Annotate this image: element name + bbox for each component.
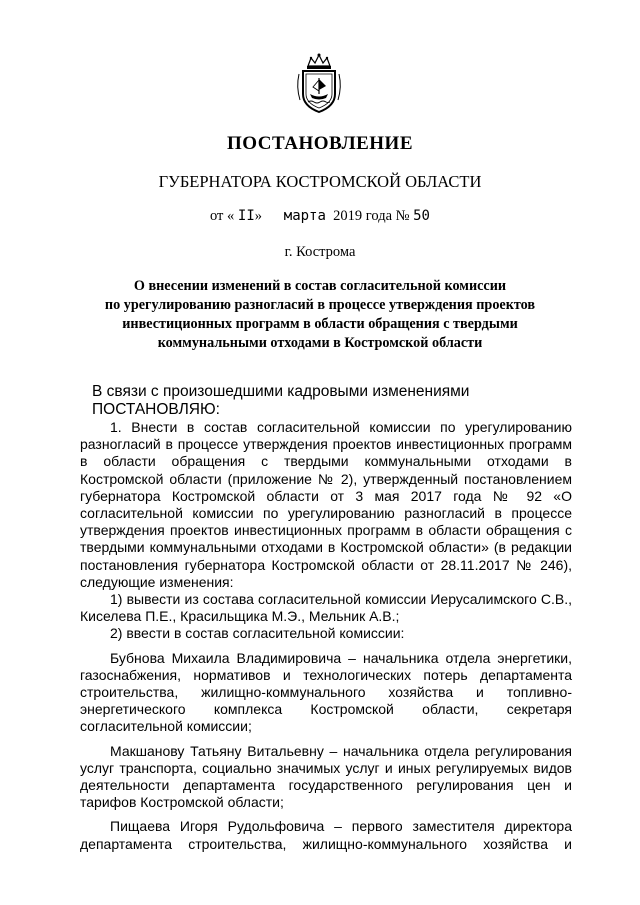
number-label: № [395, 208, 410, 224]
document-title: ПОСТАНОВЛЕНИЕ [226, 133, 414, 154]
person-paragraph: Макшанову Татьяну Витальевну – начальника отдела регулирования услуг транспорта, социально значимых услуг и иных регулируемых видов деятельности департамента государственного регулирования цен и тарифов Костромской области; [80, 742, 572, 811]
item-1-1: 1) вывести из состава согласительной комиссии Иерусалимского С.В., Киселева П.Е., Красильщика М.Э., Мельник А.В.; [80, 591, 572, 625]
document-subtitle: ГУБЕРНАТОРА КОСТРОМСКОЙ ОБЛАСТИ [158, 172, 482, 191]
heading-line: О внесении изменений в состав согласительной комиссии [133, 278, 507, 294]
intro-paragraph: В связи с произошедшими кадровыми изменениями [92, 383, 470, 400]
document-number: 50 [413, 208, 430, 224]
date-line [0, 208, 640, 225]
decree-word: ПОСТАНОВЛЯЮ: [92, 401, 220, 418]
date-month: марта [283, 208, 326, 224]
heading-line: инвестиционных программ в области обращения с твердыми [122, 316, 518, 332]
person-paragraph: Пищаева Игоря Рудольфовича – первого заместителя директора департамента строительства, жилищно-коммунального хозяйства и [80, 818, 572, 852]
city: г. Кострома [284, 244, 356, 260]
heading-line: коммунальными отходами в Костромской области [157, 335, 483, 351]
person-paragraph: Бубнова Михаила Владимировича – начальника отдела энергетики, газоснабжения, нормативов и технологических потерь департамента строительства, жилищно-коммунального хозяйства и топливно-энергетического комплекса Костромской области, секретаря согласительной комиссии; [80, 649, 572, 735]
kostroma-coat-of-arms-icon [294, 52, 344, 114]
document-heading [80, 277, 560, 353]
item-1-2: 2) ввести в состав согласительной комиссии: [110, 625, 405, 642]
date-prefix: от [210, 208, 224, 224]
date-day: II [237, 208, 255, 224]
heading-line: по урегулированию разногласий в процессе утверждения проектов [104, 297, 536, 313]
day-close-quote: » [254, 208, 263, 224]
document-body [80, 383, 572, 853]
date-year: 2019 года [333, 208, 393, 224]
item-1: 1. Внести в состав согласительной комиссии по урегулированию разногласий в процессе утверждения проектов инвестиционных программ в области обращения с твердыми коммунальными отходами в Костромской области (приложение № 2), утвержденный постановлением губернатора Костромской области от 3 мая 2017 года № 92 «О согласительной комиссии по урегулированию разногласий в процессе утверждения проектов инвестиционных программ в области обращения с твердыми коммунальными отходами в Костромской области» (в редакции постановления губернатора Костромской области от 28.11.2017 № 246), следующие изменения: [80, 419, 572, 590]
day-open-quote: « [227, 208, 235, 224]
